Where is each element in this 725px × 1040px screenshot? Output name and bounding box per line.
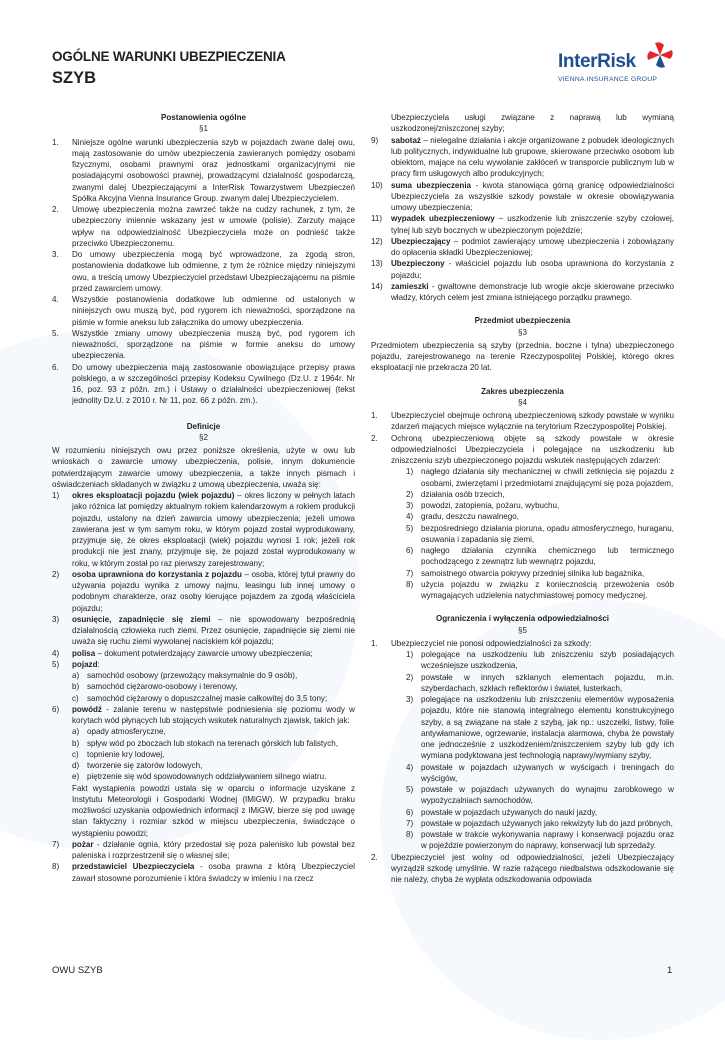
paragraph-number: §2 [199, 432, 208, 442]
sub-item-text: samoistnego otwarcia pokrywy przedniej silnika lub bagażnika, [421, 568, 645, 578]
term-definition: – osoba, której tytuł prawny do używania pojazdu wynika z umowy najmu, leasingu lub innej umowy o podobnym charakterze, oraz osoby kierujące pojazdem za zgodą właściciela pojazdu; [72, 569, 355, 613]
sub-item-text: użycia pojazdu w związku z koniecznością przewożenia osób wymagających udzielenia natychmiastowej pomocy medycznej. [421, 579, 674, 600]
section-heading: Definicje [186, 421, 221, 431]
sub-item-text: gradu, deszczu nawalnego, [421, 512, 519, 522]
sub-item: a) opady atmosferyczne, [52, 726, 355, 737]
term: Ubezpieczony [391, 259, 445, 269]
paragraph-number: §1 [199, 124, 208, 134]
sub-item: c) topnienie kry lodowej, [52, 749, 355, 760]
term-definition: - gwałtowne demonstracje lub wrogie akcje skierowane przeciwko władzy, których celem jest zmiana istniejącego porządku prawnego. [391, 281, 674, 302]
sub-item-text: spływ wód po zboczach lub stokach na terenach górskich lub falistych, [87, 738, 338, 748]
definition-item: 9) sabotaż – nielegalne działania i akcje organizowane z pobudek ideologicznych lub politycznych, indywidualne lub grupowe, skierowane przeciwko osobom lub obiektom, mające na celu wywołanie zakłóceń w transporcie publicznym lub w pracy firm usługowych albo produkcyjnych; [371, 135, 674, 179]
definition-item: 1) okres eksploatacji pojazdu (wiek pojazdu) – okres liczony w pełnych latach jako różnica lat pomiędzy aktualnym rokiem kalendarzowym a rokiem produkcji pojazdu, ustalony na dzień zawarcia umowy ubezpieczenia; jeżeli umowa zawierana jest w tym samym roku, w którym pojazd został wyprodukowany, przyjmuje się, że okres eksploatacji (wiek) pojazdu wynosi 1 rok; jeżeli rok produkcji nie jest znany, przyjmuje się, że pojazd został wyprodukowany w roku, w którym został po raz pierwszy zarejestrowany; [52, 491, 355, 568]
sub-item-text: polegające na uszkodzeniu lub zniszczeniu elementów wyposażenia pojazdu, które nie stanowią integralnego elementu konstrukcyjnego szyby, a są związane na stałe z szybą, jak np.: uszczelki, listwy, folie antywłamaniowe, ogrzewanie, instalacja alarmowa, chyba że powstały one jednocześnie z uszkodzeniem/zniszczeniem szyby lub gdy ich wymiana podyktowana jest technologią naprawy/wymiany szyby, [421, 695, 674, 761]
interrisk-logo [556, 42, 676, 92]
list-item: 2. Umowę ubezpieczenia można zawrzeć także na cudzy rachunek, z tym, że ubezpieczony imiennie wskazany jest w umowie (polisie). Zarzuty mające wpływ na odpowiedzialność Ubezpieczyciela może on podnieść także przeciwko Ubezpieczonemu. [52, 205, 355, 248]
sub-item: 5) bezpośredniego działania pioruna, opadu atmosferycznego, huraganu, osuwania i zapadania się ziemi, [406, 523, 674, 544]
definition-item: 6) powódź - zalanie terenu w następstwie podniesienia się poziomu wody w korytach wód płynących lub stojących wskutek naturalnych zjawisk, takich jak: [52, 704, 355, 725]
term-definition: - kwota stanowiąca górną granicę odpowiedzialności Ubezpieczyciela za wszystkie szkody powstałe w okresie obowiązywania umowy ubezpieczenia; [391, 180, 674, 212]
definition-item: 10) suma ubezpieczenia - kwota stanowiąca górną granicę odpowiedzialności Ubezpieczyciela za wszystkie szkody powstałe w okresie obowiązywania umowy ubezpieczenia; [371, 180, 674, 212]
sub-item-text: topnienie kry lodowej, [87, 749, 165, 759]
term: wypadek ubezpieczeniowy [391, 214, 495, 224]
sub-item-text: samochód osobowy (przewożący maksymalnie do 9 osób), [87, 671, 298, 680]
term: zamieszki [391, 281, 429, 291]
sub-item-text: bezpośredniego działania pioruna, opadu atmosferycznego, huraganu, osuwania i zapadania się ziemi, [421, 523, 674, 544]
term-definition: – uszkodzenie lub zniszczenie szyby czołowej, tylnej lub szyb bocznych w ubezpieczonym pojeździe; [391, 214, 674, 235]
item-text: Wszystkie postanowienia dodatkowe lub odmienne od ustalonych w niniejszych owu muszą być, pod rygorem ich nieważności, sporządzone na piśmie w formie aneksu lub załącznika do umowy ubezpieczenia. [72, 295, 355, 327]
section-text: Przedmiotem ubezpieczenia są szyby (przednia, boczne i tylna) ubezpieczonego pojazdu, zarejestrowanego na terenie Rzeczypospolitej Polskiej, którego okres eksploatacji nie przekracza 20 lat. [371, 340, 674, 373]
list-item: 1. Ubezpieczyciel nie ponosi odpowiedzialności za szkody: [371, 638, 674, 649]
sub-item: 4) powstałe w pojazdach używanych w wyścigach i treningach do wyścigów, [406, 762, 674, 783]
sub-item-text: powstałe w pojazdach używanych do nauki jazdy, [421, 807, 598, 817]
term: suma ubezpieczenia [391, 180, 472, 190]
paragraph-number: §3 [518, 327, 527, 337]
term: powódź [72, 704, 102, 714]
definition-item: 11) wypadek ubezpieczeniowy – uszkodzenie lub zniszczenie szyby czołowej, tylnej lub szyb bocznych w ubezpieczonym pojeździe; [371, 214, 674, 235]
logo-subtext: VIENNA INSURANCE GROUP [558, 76, 658, 83]
sub-item-text: samochód ciężarowo-osobowy i terenowy, [87, 682, 238, 692]
term-definition: – dokument potwierdzający zawarcie umowy ubezpieczenia; [95, 648, 313, 658]
sub-item-text: polegające na uszkodzeniu lub zniszczeniu szyb posiadających wcześniejsze uszkodzenia, [421, 650, 674, 671]
sub-item-text: powstałe w pojazdach używanych w wyścigach i treningach do wyścigów, [421, 762, 674, 783]
item-text: Umowę ubezpieczenia można zawrzeć także na cudzy rachunek, z tym, że ubezpieczony imiennie wskazany jest w umowie (polisie). Zarzuty mające wpływ na odpowiedzialność Ubezpieczyciela może on podnieść także przeciwko Ubezpieczonemu. [72, 205, 355, 248]
title-line-2: SZYB [52, 69, 97, 87]
right-column [371, 112, 674, 885]
sub-item: b) spływ wód po zboczach lub stokach na terenach górskich lub falistych, [52, 738, 355, 749]
sub-item: 1) nagłego działania siły mechanicznej w chwili zetknięcia się pojazdu z osobami, zwierzętami i przedmiotami znajdującymi się poza pojazdem, [406, 467, 674, 488]
term-definition: – nie spowodowany bezpośrednią działalnością człowieka ruch ziemi. Przez osunięcie, zapadnięcie się ziemi nie uważa się ruchu ziemi wywołanej naciskiem kół pojazdu; [72, 614, 355, 647]
term-definition: - działanie ognia, który przedostał się poza palenisko lub powstał bez paleniska i rozprzestrzenił się o własnej sile; [72, 839, 355, 860]
definition-continuation: Fakt wystąpienia powodzi ustala się w oparciu o informacje uzyskane z Instytutu Meteorologii i Gospodarki Wodnej (IMiGW). W przypadku braku możliwości uzyskania odpowiednich informacji z IMiGW, bierze się pod uwagę stan faktyczny i rozmiar szkód w miejscu ubezpieczenia, świadczące o wystąpieniu powodzi; [72, 783, 355, 838]
definitions-intro: W rozumieniu niniejszych owu przez poniższe określenia, użyte w owu lub wnioskach o zawarcie umowy ubezpieczenia, polisie, innym dokumencie potwierdzającym zawarcie umowy ubezpieczenia, a także innych pismach i oświadczeniach składanych w związku z umową ubezpieczenia, uważa się: [52, 446, 355, 489]
section-heading: Postanowienia ogólne [161, 113, 246, 122]
definition-item: 13) Ubezpieczony - właściciel pojazdu lub osoba uprawniona do korzystania z pojazdu; [371, 259, 674, 280]
item-text: Wszystkie zmiany umowy ubezpieczenia muszą być, pod rygorem ich nieważności, sporządzone na piśmie w formie aneksu do umowy ubezpieczenia. [72, 328, 355, 361]
definition-item: 8) przedstawiciel Ubezpieczyciela - osoba prawna z którą Ubezpieczyciel zawarł stosowne porozumienie i która świadczy w imieniu i na rzecz [52, 862, 355, 883]
term-definition: – nielegalne działania i akcje organizowane z pobudek ideologicznych lub politycznych, indywidualne lub grupowe, skierowane przeciwko osobom lub obiektom, mające na celu wywołanie zakłóceń w transporcie publicznym lub w pracy firm usługowych albo produkcyjnych; [391, 135, 674, 179]
item-text: Do umowy ubezpieczenia mają zastosowanie obowiązujące przepisy prawa polskiego, a w szczególności przepisy Kodeksu Cywilnego (Dz.U. z 1964r. Nr 16, poz. 93 z późn. zm.) i Ustawy o działalności ubezpieczeniowej (tekst jednolity Dz.U. z 2010 r. Nr 11, poz. 66 z późn. zm.). [72, 362, 355, 406]
list-item: 3. Do umowy ubezpieczenia mogą być wprowadzone, za zgodą stron, postanowienia dodatkowe lub odmienne, z tym że różnice między niniejszymi owu, a treścią umowy Ubezpieczyciel przedstawi Ubezpieczającemu na piśmie przed zawarciem umowy. [52, 250, 355, 293]
sub-item: d) tworzenie się zatorów lodowych, [52, 760, 355, 771]
sub-item: e) piętrzenie się wód spowodowanych oddziaływaniem silnego wiatru. [52, 771, 355, 782]
sub-item: 7) samoistnego otwarcia pokrywy przedniej silnika lub bagażnika, [371, 568, 674, 579]
sub-item: 6) powstałe w pojazdach używanych do nauki jazdy, [371, 807, 674, 818]
definition-item: 12) Ubezpieczający – podmiot zawierający umowę ubezpieczenia i zobowiązany do opłacenia składki Ubezpieczeniowej; [371, 236, 674, 257]
definition-item: 14) zamieszki - gwałtowne demonstracje lub wrogie akcje skierowane przeciwko władzy, których celem jest zmiana istniejącego porządku prawnego. [371, 281, 674, 302]
definition-item: 2) osoba uprawniona do korzystania z pojazdu – osoba, której tytuł prawny do używania pojazdu wynika z umowy najmu, leasingu lub innej umowy o podobnym charakterze, oraz osoby kierujące pojazdem za zgodą właściciela pojazdu; [52, 569, 355, 613]
sub-item-text: opady atmosferyczne, [87, 727, 166, 737]
paragraph-number: §4 [518, 397, 527, 407]
sub-item-text: piętrzenie się wód spowodowanych oddziaływaniem silnego wiatru. [87, 772, 327, 782]
term-definition: - zalanie terenu w następstwie podniesienia się poziomu wody w korytach wód płynących lub stojących wskutek naturalnych zjawisk, takich jak: [72, 704, 355, 725]
definition-item: 3) osunięcie, zapadnięcie się ziemi – nie spowodowany bezpośrednią działalnością człowieka ruch ziemi. Przez osunięcie, zapadnięcie się ziemi nie uważa się ruchu ziemi wywołanej naciskiem kół pojazdu; [52, 614, 355, 647]
sub-item: 8) powstałe w trakcie wykonywania naprawy i konserwacji pojazdu oraz w pojeździe powierzonym do naprawy, konserwacji lub sprzedaży. [406, 830, 674, 851]
list-item: 5. Wszystkie zmiany umowy ubezpieczenia muszą być, pod rygorem ich nieważności, sporządzone na piśmie w formie aneksu do umowy ubezpieczenia. [52, 328, 355, 361]
sub-item: 5) powstałe w pojazdach używanych do wynajmu zarobkowego w wypożyczalniach samochodów, [406, 785, 674, 806]
list-item: 1. Ubezpieczyciel obejmuje ochroną ubezpieczeniową szkody powstałe w wyniku zdarzeń mających miejsce wyłącznie na terytorium Rzeczypospolitej Polskiej. [371, 411, 674, 432]
term: polisa [72, 648, 96, 658]
sub-item-text: powodzi, zatopienia, pożaru, wybuchu, [421, 501, 560, 510]
title-line-1: OGÓLNE WARUNKI UBEZPIECZENIA [52, 49, 286, 64]
term: osunięcie, zapadnięcie się ziemi [72, 614, 211, 624]
sub-item-text: nagłego działania czynnika chemicznego lub termicznego pochodzącego z zewnątrz lub wewnątrz pojazdu, [421, 546, 674, 567]
sub-item-text: działania osób trzecich, [421, 489, 505, 499]
sub-item: c) samochód ciężarowy o dopuszczalnej masie całkowitej do 3,5 tony; [52, 693, 355, 704]
sub-item: 6) nagłego działania czynnika chemicznego lub termicznego pochodzącego z zewnątrz lub wewnątrz pojazdu, [406, 546, 674, 567]
term: przedstawiciel Ubezpieczyciela [72, 862, 195, 872]
term-definition: - osoba prawna z którą Ubezpieczyciel zawarł stosowne porozumienie i która świadczy w imieniu i na rzecz [72, 862, 355, 883]
paragraph-number: §5 [518, 625, 527, 635]
section-heading: Przedmiot ubezpieczenia [474, 316, 571, 326]
left-column [52, 112, 355, 884]
item-text: Ubezpieczyciel jest wolny od odpowiedzialności, jeżeli Ubezpieczający wyrządził szkodę umyślnie. W razie rażącego niedbalstwa odszkodowanie się nie należy, chyba że wypłata odszkodowania odpowiada [391, 852, 674, 884]
sub-item-text: powstałe w trakcie wykonywania naprawy i konserwacji pojazdu oraz w pojeździe powierzonym do naprawy, konserwacji lub sprzedaży. [421, 830, 674, 851]
term-definition: : [97, 659, 100, 669]
term-definition: – podmiot zawierający umowę ubezpieczenia i zobowiązany do opłacenia składki Ubezpieczeniowej; [391, 236, 674, 257]
term: okres eksploatacji pojazdu (wiek pojazdu) [72, 491, 235, 500]
list-item: 1. Niniejsze ogólne warunki ubezpieczenia szyb w pojazdach zwane dalej owu, mają zastosowanie do umów ubezpieczenia zawieranych pomiędzy osobami fizycznymi, osobami prawnymi oraz jednostkami organizacyjnymi nie posiadającymi osobowości prawnej, prowadzącymi działalność gospodarczą, zwanymi dalej Ubezpieczającymi a InterRisk Towarzystwem Ubezpieczeń Spółka Akcyjna Vienna Insurance Group. zwanym dalej Ubezpieczycielem. [52, 137, 355, 203]
term-definition: – okres liczony w pełnych latach jako różnica lat pomiędzy aktualnym rokiem kalendarzowym a rokiem produkcji pojazdu, ustalony na dzień zawarcia umowy ubezpieczenia; jeżeli umowa zawierana jest w tym samym roku, w którym pojazd został wyprodukowany, przyjmuje się, że okres eksploatacji (wiek) pojazdu wynosi 1 rok; jeżeli rok produkcji nie jest znany, przyjmuje się, że pojazd został wyprodukowany w roku, w którym został po raz pierwszy zarejestrowany; [72, 491, 355, 568]
term: pożar [72, 839, 94, 849]
item-text: Do umowy ubezpieczenia mogą być wprowadzone, za zgodą stron, postanowienia dodatkowe lub odmienne, z tym że różnice między niniejszymi owu, a treścią umowy Ubezpieczyciel przedstawi Ubezpieczającemu na piśmie przed zawarciem umowy. [72, 250, 355, 293]
sub-item: b) samochód ciężarowo-osobowy i terenowy, [52, 681, 355, 692]
term-definition: - właściciel pojazdu lub osoba uprawniona do korzystania z pojazdu; [391, 259, 674, 280]
definition-item: 5) pojazd: [52, 659, 100, 669]
sub-item-text: powstałe w pojazdach używanych jako rekwizyty lub do jazd próbnych, [421, 818, 673, 828]
list-item: 2. Ochroną ubezpieczeniową objęte są szkody powstałe w okresie odpowiedzialności Ubezpieczyciela i polegające na uszkodzeniu lub zniszczeniu szyb ubezpieczonego pojazdu wskutek następujących zdarzeń: [371, 433, 674, 465]
logo-wordmark: InterRisk [558, 51, 636, 72]
list-item: 6. Do umowy ubezpieczenia mają zastosowanie obowiązujące przepisy prawa polskiego, a w szczególności przepisy Kodeksu Cywilnego (Dz.U. z 1964r. Nr 16, poz. 93 z późn. zm.) i Ustawy o działalności ubezpieczeniowej (tekst jednolity Dz.U. z 2010 r. Nr 11, poz. 66 z późn. zm.). [52, 362, 355, 406]
term: pojazd [72, 659, 98, 669]
sub-item-text: samochód ciężarowy o dopuszczalnej masie całkowitej do 3,5 tony; [87, 693, 328, 703]
term: Ubezpieczający [391, 236, 451, 246]
item-text: Ubezpieczyciel nie ponosi odpowiedzialności za szkody: [391, 638, 592, 648]
item-text: Niniejsze ogólne warunki ubezpieczenia szyb w pojazdach zwane dalej owu, mają zastosowanie do umów ubezpieczenia zawieranych pomiędzy osobami fizycznymi, osobami prawnymi oraz jednostkami organizacyjnymi nie posiadającymi osobowości prawnej, prowadzącymi działalność gospodarczą, zwanymi dalej Ubezpieczającymi a InterRisk Towarzystwem Ubezpieczeń Spółka Akcyjna Vienna Insurance Group. zwanym dalej Ubezpieczycielem. [72, 137, 355, 203]
sub-item-text: nagłego działania siły mechanicznej w chwili zetknięcia się pojazdu z osobami, zwierzętami i przedmiotami znajdującymi się poza pojazdem, [421, 467, 674, 488]
sub-item-text: tworzenie się zatorów lodowych, [87, 761, 203, 770]
list-item: 2. Ubezpieczyciel jest wolny od odpowiedzialności, jeżeli Ubezpieczający wyrządził szkodę umyślnie. W razie rażącego niedbalstwa odszkodowanie się nie należy, chyba że wypłata odszkodowania odpowiada [371, 852, 674, 884]
definition-item: 7) pożar - działanie ognia, który przedostał się poza palenisko lub powstał bez paleniska i rozprzestrzenił się o własnej sile; [52, 839, 355, 860]
sub-item: 7) powstałe w pojazdach używanych jako rekwizyty lub do jazd próbnych, [406, 818, 673, 828]
section-heading: Ograniczenia i wyłączenia odpowiedzialności [435, 614, 610, 624]
sub-item: 4) gradu, deszczu nawalnego, [371, 511, 674, 522]
term: osoba uprawniona do korzystania z pojazdu [72, 569, 242, 579]
definition-item: 4) polisa – dokument potwierdzający zawarcie umowy ubezpieczenia; [52, 648, 313, 658]
logo-flower-icon [647, 42, 673, 68]
term: sabotaż [391, 135, 421, 145]
list-item: 4. Wszystkie postanowienia dodatkowe lub odmienne od ustalonych w niniejszych owu muszą być, pod rygorem ich nieważności, sporządzone na piśmie w formie aneksu lub załącznika do umowy ubezpieczenia. [52, 295, 355, 327]
sub-item: 3) powodzi, zatopienia, pożaru, wybuchu, [371, 500, 674, 511]
sub-item: 3) polegające na uszkodzeniu lub zniszczeniu elementów wyposażenia pojazdu, które nie stanowią integralnego elementu konstrukcyjnego szyby, a są związane na stałe z szybą, jak np.: uszczelki, listwy, folie antywłamaniowe, ogrzewanie, instalacja alarmowa, chyba że powstały one jednocześnie z uszkodzeniem/zniszczeniem szyby lub gdy ich wymiana podyktowana jest technologią naprawy/wymiany szyby, [406, 695, 674, 761]
sub-item: 2) powstałe w innych szklanych elementach pojazdu, m.in. szyberdachach, szkłach reflektorów i świateł, lusterkach, [406, 672, 674, 693]
sub-item-text: powstałe w innych szklanych elementach pojazdu, m.in. szyberdachach, szkłach reflektorów i świateł, lusterkach, [421, 672, 674, 693]
definition-continuation: Ubezpieczyciela usługi związane z naprawą lub wymianą uszkodzonej/zniszczonej szyby; [391, 113, 674, 134]
sub-item: 8) użycia pojazdu w związku z koniecznością przewożenia osób wymagających udzielenia natychmiastowej pomocy medycznej. [406, 579, 674, 600]
sub-item: a) samochód osobowy (przewożący maksymalnie do 9 osób), [52, 670, 355, 681]
document-title [52, 49, 286, 88]
sub-item-text: powstałe w pojazdach używanych do wynajmu zarobkowego w wypożyczalniach samochodów, [421, 785, 674, 806]
section-heading: Zakres ubezpieczenia [481, 386, 564, 396]
sub-item: 1) polegające na uszkodzeniu lub zniszczeniu szyb posiadających wcześniejsze uszkodzenia, [406, 650, 674, 671]
item-text: Ochroną ubezpieczeniową objęte są szkody powstałe w okresie odpowiedzialności Ubezpieczyciela i polegające na uszkodzeniu lub zniszczeniu szyb ubezpieczonego pojazdu wskutek następujących zdarzeń: [391, 433, 674, 465]
footer-label: OWU SZYB [52, 965, 103, 976]
sub-item: 2) działania osób trzecich, [371, 489, 674, 500]
item-text: Ubezpieczyciel obejmuje ochroną ubezpieczeniową szkody powstałe w wyniku zdarzeń mających miejsce wyłącznie na terytorium Rzeczypospolitej Polskiej. [391, 411, 674, 432]
page-number: 1 [667, 965, 673, 976]
